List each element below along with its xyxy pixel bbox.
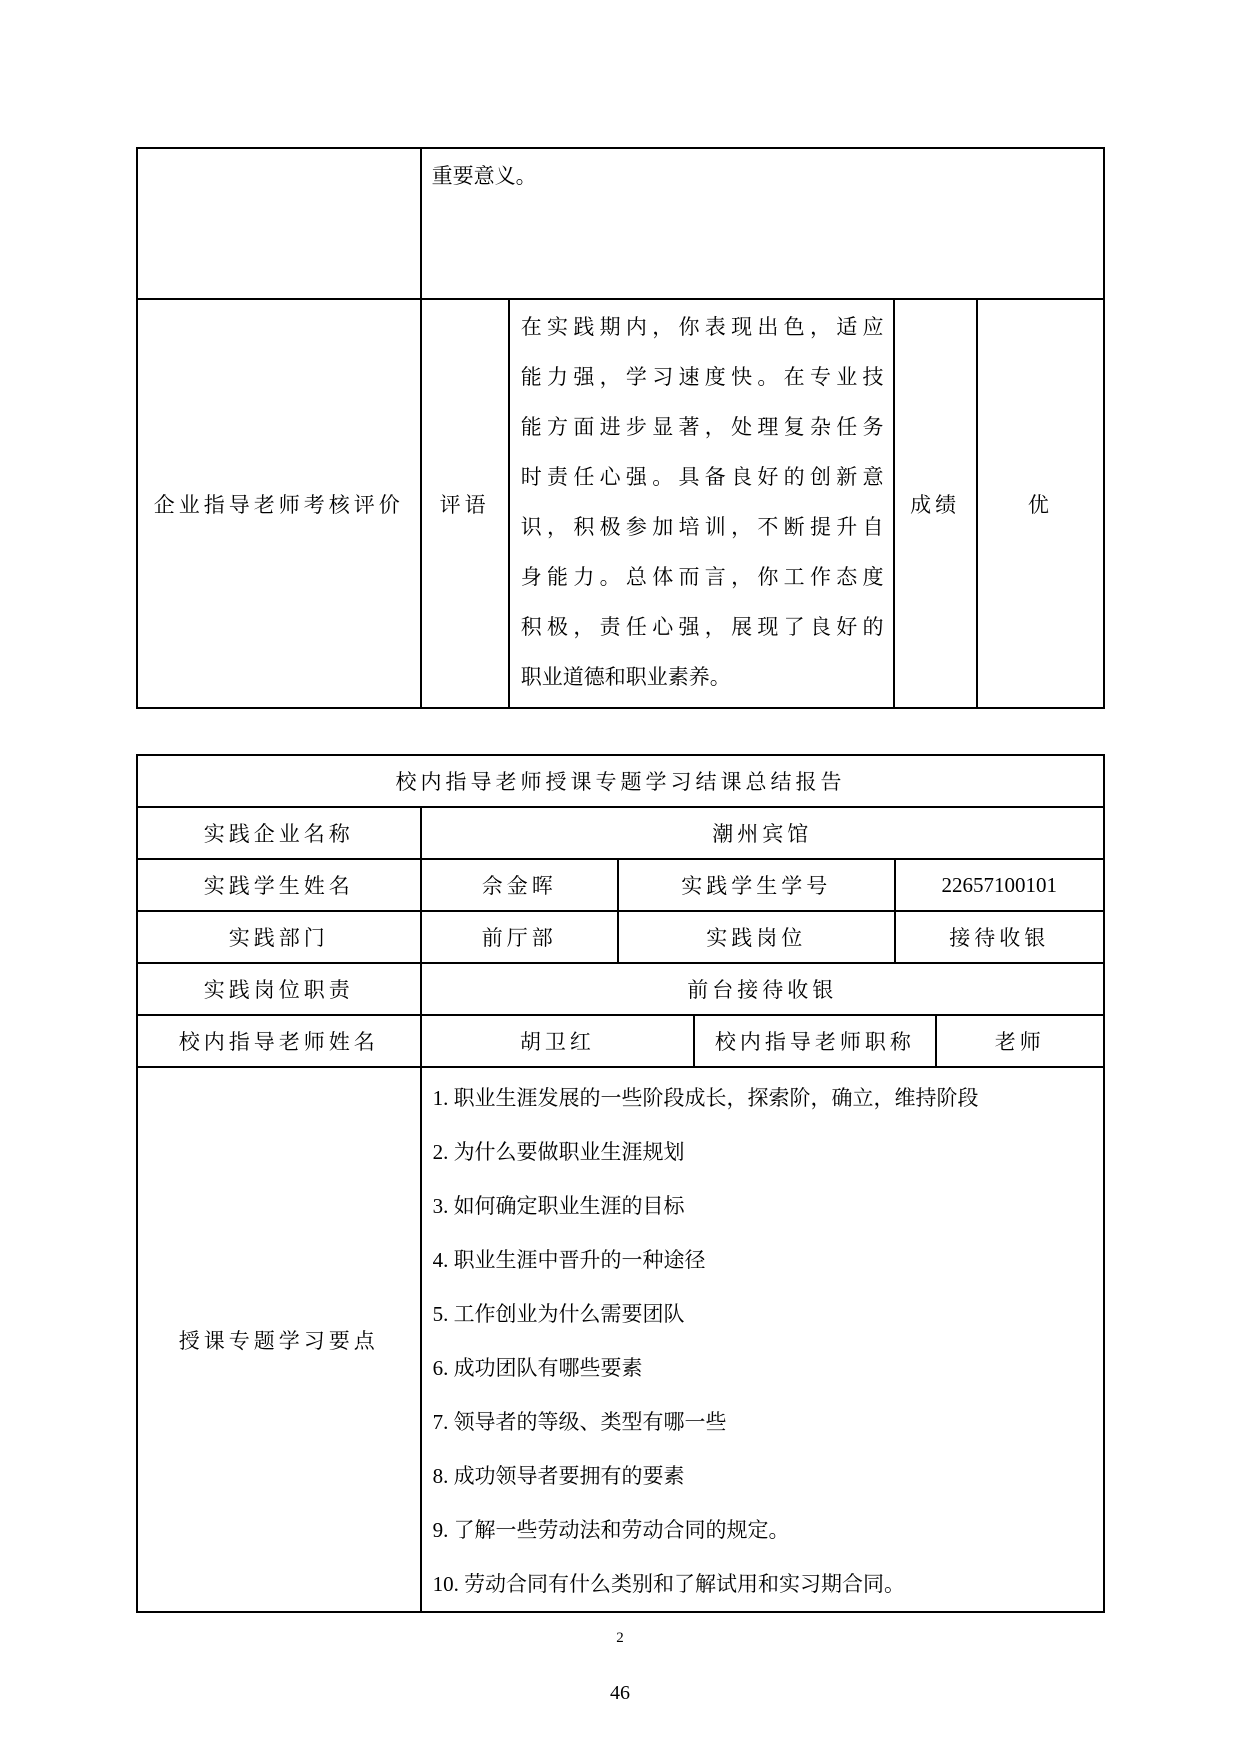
key-points-list-cell — [421, 1067, 1104, 1612]
evaluation-row — [137, 299, 1104, 708]
key-point-item: 4. 职业生涯中晋升的一种途径 — [432, 1248, 706, 1272]
school-teacher-title-label-cell: 校内指导老师职称 — [694, 1015, 935, 1067]
enterprise-teacher-evaluation-table — [136, 147, 1105, 709]
position-duty-label-cell: 实践岗位职责 — [137, 963, 421, 1015]
position-value-cell: 接待收银 — [895, 911, 1105, 963]
student-name-label-cell: 实践学生姓名 — [137, 859, 421, 911]
company-row — [137, 807, 1104, 859]
page-number: 46 — [610, 1682, 630, 1704]
comment-line: 能方面进步显著，处理复杂任务 — [520, 415, 884, 439]
key-point-item: 7. 领导者的等级、类型有哪一些 — [432, 1410, 727, 1434]
position-label-cell: 实践岗位 — [618, 911, 895, 963]
comment-text-cell — [509, 299, 894, 708]
department-label-cell: 实践部门 — [137, 911, 421, 963]
key-points-row — [137, 1067, 1104, 1612]
continuation-text-cell: 重要意义。 — [421, 148, 1104, 299]
table-title-cell: 校内指导老师授课专题学习结课总结报告 — [137, 755, 1104, 807]
key-point-item: 2. 为什么要做职业生涯规划 — [432, 1140, 685, 1164]
position-duty-value-cell: 前台接待收银 — [421, 963, 1104, 1015]
comment-label-cell: 评语 — [421, 299, 509, 708]
comment-line: 在实践期内，你表现出色，适应 — [520, 315, 884, 339]
school-teacher-name-label-cell: 校内指导老师姓名 — [137, 1015, 421, 1067]
comment-line: 能力强，学习速度快。在专业技 — [520, 365, 884, 389]
key-point-item: 9. 了解一些劳动法和劳动合同的规定。 — [432, 1518, 790, 1542]
school-teacher-course-summary-table — [136, 754, 1105, 1613]
school-teacher-row — [137, 1015, 1104, 1067]
key-point-item: 10. 劳动合同有什么类别和了解试用和实习期合同。 — [432, 1572, 906, 1596]
comment-line: 身能力。总体而言，你工作态度 — [520, 565, 884, 589]
practice-company-value-cell: 潮州宾馆 — [421, 807, 1104, 859]
comment-line: 时责任心强。具备良好的创新意 — [520, 465, 884, 489]
key-point-item: 5. 工作创业为什么需要团队 — [432, 1302, 685, 1326]
department-value-cell: 前厅部 — [421, 911, 618, 963]
grade-label-cell: 成绩 — [894, 299, 977, 708]
school-teacher-title-value-cell: 老师 — [936, 1015, 1104, 1067]
comment-line: 识，积极参加培训，不断提升自 — [520, 515, 884, 539]
comment-line: 职业道德和职业素养。 — [520, 665, 731, 689]
student-name-value-cell: 佘金晖 — [421, 859, 618, 911]
key-point-item: 6. 成功团队有哪些要素 — [432, 1356, 643, 1380]
duty-row — [137, 963, 1104, 1015]
grade-value-cell: 优 — [977, 299, 1104, 708]
continuation-row — [137, 148, 1104, 299]
empty-cell — [137, 148, 421, 299]
student-id-value-cell: 22657100101 — [895, 859, 1105, 911]
footnote-page-number: 2 — [616, 1630, 624, 1646]
department-row — [137, 911, 1104, 963]
title-row — [137, 755, 1104, 807]
practice-company-label-cell: 实践企业名称 — [137, 807, 421, 859]
evaluation-label-cell: 企业指导老师考核评价 — [137, 299, 421, 708]
comment-line: 积极，责任心强，展现了良好的 — [520, 615, 884, 639]
key-point-item: 1. 职业生涯发展的一些阶段成长，探索阶，确立，维持阶段 — [432, 1086, 979, 1110]
student-row — [137, 859, 1104, 911]
key-point-item: 8. 成功领导者要拥有的要素 — [432, 1464, 685, 1488]
key-points-label-cell: 授课专题学习要点 — [137, 1067, 421, 1612]
key-point-item: 3. 如何确定职业生涯的目标 — [432, 1194, 685, 1218]
student-id-label-cell: 实践学生学号 — [618, 859, 895, 911]
school-teacher-name-value-cell: 胡卫红 — [421, 1015, 695, 1067]
